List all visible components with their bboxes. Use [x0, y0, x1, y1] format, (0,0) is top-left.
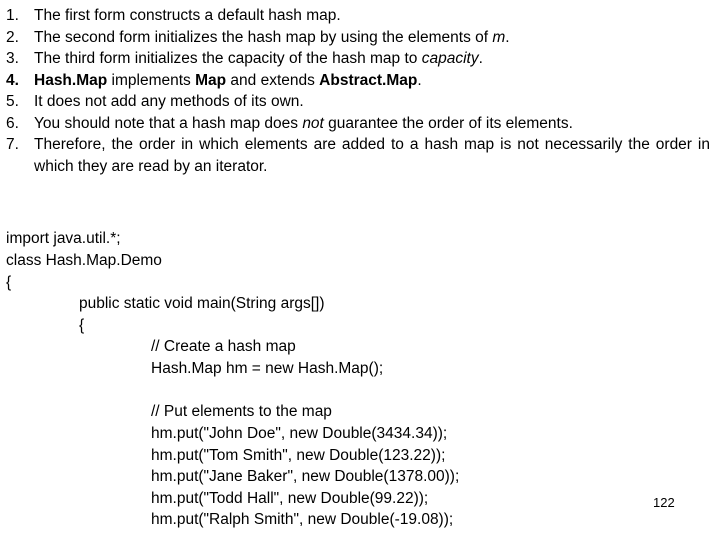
code-line: hm.put("Todd Hall", new Double(99.22)); — [151, 490, 429, 507]
class-name-text: Abstract.Map — [319, 71, 418, 89]
code-comment: // Put elements to the map — [151, 403, 332, 420]
list-text: implements — [107, 71, 196, 89]
list-text: The third form initializes the capacity of the hash map to — [34, 50, 422, 67]
list-item — [6, 113, 710, 135]
list-number: 4. — [6, 71, 19, 89]
code-line: { — [79, 317, 85, 334]
list-text: . — [478, 50, 483, 67]
emphasis-text: capacity — [421, 50, 479, 67]
code-line: hm.put("Tom Smith", new Double(123.22)); — [151, 447, 446, 464]
list-item — [6, 70, 710, 92]
list-number: 1. — [6, 7, 19, 24]
list-text: The second form initializes the hash map by using the elements of — [34, 28, 493, 46]
page-number: 122 — [653, 495, 675, 510]
class-name-text: Map — [195, 71, 227, 89]
list-item — [6, 91, 710, 113]
emphasis-text: not — [302, 114, 324, 132]
list-text: The first form constructs a default hash map. — [34, 7, 341, 24]
list-item — [6, 134, 710, 177]
list-text: . — [417, 71, 422, 89]
emphasis-text: m — [492, 28, 506, 46]
list-item — [6, 48, 710, 70]
list-number: 3. — [6, 50, 19, 67]
list-number: 6. — [6, 114, 19, 132]
code-comment: // Create a hash map — [151, 338, 296, 355]
code-line: class Hash.Map.Demo — [6, 252, 162, 269]
code-line: Hash.Map hm = new Hash.Map(); — [151, 360, 384, 377]
list-text: Therefore, the order in which elements are added to a hash map is not necessarily the order in which they are read by an iterator. — [34, 136, 710, 175]
code-line: hm.put("Jane Baker", new Double(1378.00)); — [151, 468, 460, 485]
list-text: and extends — [226, 71, 320, 89]
list-number: 2. — [6, 28, 19, 46]
list-text: . — [505, 28, 510, 46]
code-line: hm.put("John Doe", new Double(3434.34)); — [151, 425, 448, 442]
list-text: It does not add any methods of its own. — [34, 93, 304, 110]
code-line: public static void main(String args[]) — [79, 295, 325, 312]
code-line: { — [6, 274, 12, 291]
list-item — [6, 27, 710, 49]
description-list — [6, 5, 710, 177]
list-number: 5. — [6, 93, 19, 110]
list-text: You should note that a hash map does — [34, 114, 303, 132]
class-name-text: Hash.Map — [34, 71, 108, 89]
list-item — [6, 5, 710, 27]
list-text: guarantee the order of its elements. — [323, 114, 573, 132]
code-line: hm.put("Ralph Smith", new Double(-19.08)); — [151, 511, 454, 528]
code-line: import java.util.*; — [6, 230, 121, 247]
list-number: 7. — [6, 136, 19, 153]
